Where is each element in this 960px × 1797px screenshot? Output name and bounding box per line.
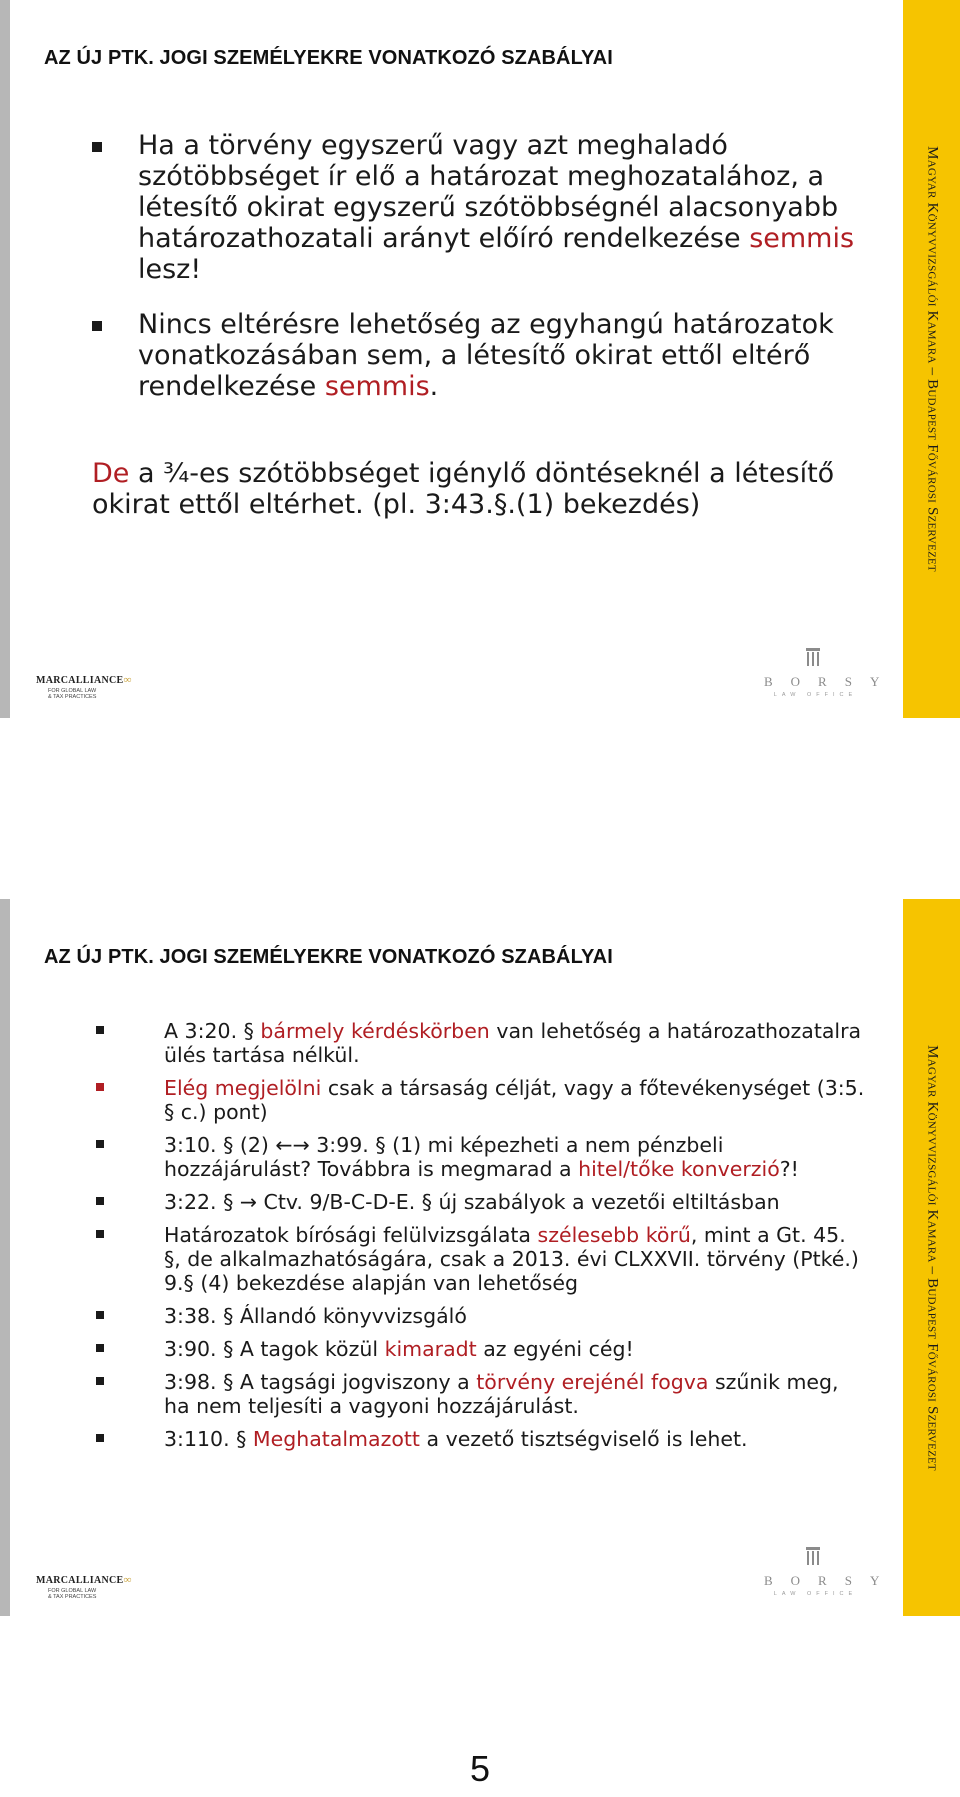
highlight-text: törvény erejénél fogva [476, 1370, 709, 1394]
bullet-list [96, 1019, 866, 1460]
highlight-text: De [92, 458, 130, 489]
square-bullet-icon [96, 1083, 104, 1091]
borsy-logo: BORSY LAW OFFICE [750, 1547, 875, 1597]
slide-title: AZ ÚJ PTK. JOGI SZEMÉLYEKRE VONATKOZÓ SZABÁLYAI [44, 946, 613, 968]
bullet-list [92, 130, 872, 426]
slide-title: AZ ÚJ PTK. JOGI SZEMÉLYEKRE VONATKOZÓ SZABÁLYAI [44, 47, 613, 69]
list-item: 3:110. § Meghatalmazott a vezető tisztségviselő is lehet. [96, 1427, 866, 1451]
list-item: Nincs eltérésre lehetőség az egyhangú határozatok vonatkozásában sem, a létesítő okirat ettől eltérő rendelkezése semmis. [92, 309, 872, 402]
side-band [903, 0, 960, 718]
square-bullet-icon [96, 1377, 104, 1385]
left-accent-bar [0, 0, 10, 718]
list-item: 3:90. § A tagok közül kimaradt az egyéni cég! [96, 1337, 866, 1361]
list-item: 3:98. § A tagsági jogviszony a törvény erejénél fogva szűnik meg, ha nem teljesíti a vagyoni hozzájárulást. [96, 1370, 866, 1418]
list-item: Határozatok bírósági felülvizsgálata szélesebb körű, mint a Gt. 45. §, de alkalmazhatóságára, csak a 2013. évi CLXXVII. törvény (Ptké.) 9.§ (4) bekezdése alapján van lehetőség [96, 1223, 866, 1295]
left-accent-bar [0, 899, 10, 1616]
slide-1 [0, 0, 960, 718]
square-bullet-icon [96, 1434, 104, 1442]
square-bullet-icon [96, 1026, 104, 1034]
list-item: 3:38. § Állandó könyvvizsgáló [96, 1304, 866, 1328]
highlight-text: szélesebb körű [537, 1223, 691, 1247]
page-number: 5 [469, 1748, 491, 1789]
highlight-text: kimaradt [384, 1337, 477, 1361]
square-bullet-icon [96, 1344, 104, 1352]
column-icon [806, 648, 820, 668]
organization-name: Magyar Könyvvizsgálói Kamara – Budapest Fővárosi Szervezet [924, 1044, 940, 1471]
marcalliance-logo: MARCALLIANCE∞ FOR GLOBAL LAW & TAX PRACTICES [36, 674, 132, 700]
highlight-text: semmis [324, 371, 430, 402]
list-item: A 3:20. § bármely kérdéskörben van lehetőség a határozathozatalra ülés tartása nélkül. [96, 1019, 866, 1067]
highlight-text: bármely kérdéskörben [260, 1019, 490, 1043]
infinity-icon: ∞ [123, 674, 132, 686]
slide-2 [0, 899, 960, 1616]
organization-name: Magyar Könyvvizsgálói Kamara – Budapest Fővárosi Szervezet [924, 146, 940, 572]
borsy-logo: BORSY LAW OFFICE [750, 648, 875, 698]
list-item: Ha a törvény egyszerű vagy azt meghaladó szótöbbséget ír elő a határozat meghozatalához, a létesítő okirat egyszerű szótöbbségnél alacsonyabb határozathozatali arányt előíró rendelkezése semmis lesz! [92, 130, 872, 285]
highlight-text: Elég megjelölni [164, 1076, 322, 1100]
marcalliance-logo: MARCALLIANCE∞ FOR GLOBAL LAW & TAX PRACTICES [36, 1574, 132, 1600]
highlight-text: Meghatalmazott [252, 1427, 420, 1451]
square-bullet-icon [96, 1311, 104, 1319]
highlight-text: semmis [749, 223, 855, 254]
side-band [903, 899, 960, 1616]
note-paragraph: De a ¾-es szótöbbséget igénylő döntéseknél a létesítő okirat ettől eltérhet. (pl. 3:43.§.(1) bekezdés) [92, 458, 835, 520]
highlight-text: hitel/tőke konverzió [578, 1157, 780, 1181]
square-bullet-icon [96, 1230, 104, 1238]
list-item: Elég megjelölni csak a társaság célját, vagy a főtevékenységet (3:5. § c.) pont) [96, 1076, 866, 1124]
square-bullet-icon [96, 1140, 104, 1148]
infinity-icon: ∞ [123, 1574, 132, 1586]
square-bullet-icon [92, 321, 102, 331]
column-icon [806, 1547, 820, 1567]
square-bullet-icon [96, 1197, 104, 1205]
list-item: 3:22. § → Ctv. 9/B-C-D-E. § új szabályok a vezetői eltiltásban [96, 1190, 866, 1214]
square-bullet-icon [92, 142, 102, 152]
list-item: 3:10. § (2) ←→ 3:99. § (1) mi képezheti a nem pénzbeli hozzájárulást? Továbbra is megmarad a hitel/tőke konverzió?! [96, 1133, 866, 1181]
